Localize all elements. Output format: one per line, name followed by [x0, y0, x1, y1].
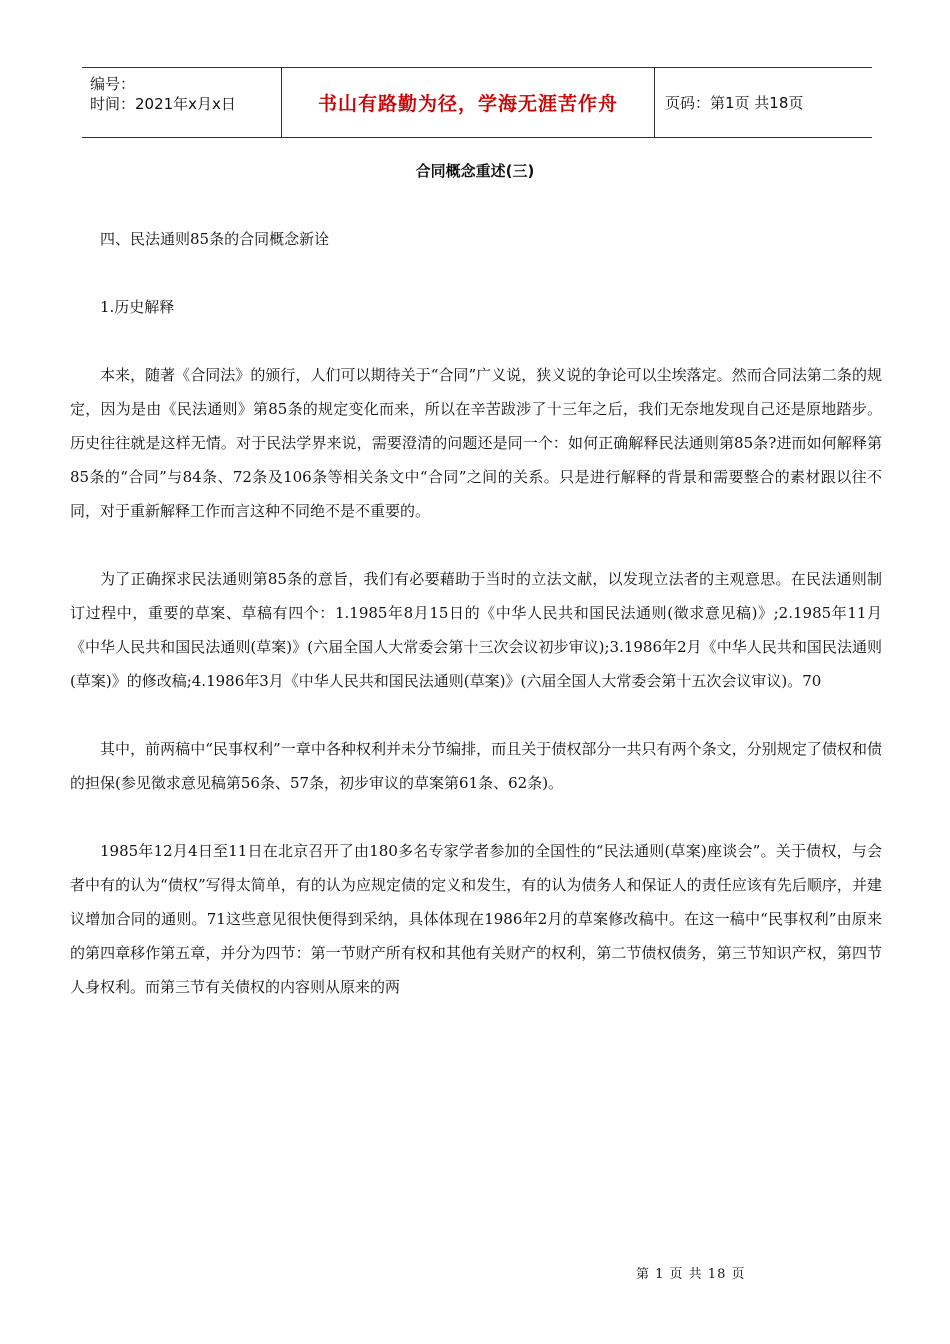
section-heading: 四、民法通则85条的合同概念新诠	[100, 230, 330, 248]
body-paragraph: 为了正确探求民法通则第85条的意旨，我们有必要藉助于当时的立法文献，以发现立法者的主观意思。在民法通则制订过程中，重要的草案、草稿有四个：1.1985年8月15日的《中华人民共和国民法通则(徵求意见稿)》;2.1985年11月《中华人民共和国民法通则(草案)》(六届全国人大常委会第十三次会议初步审议);3.1986年2月《中华人民共和国民法通则(草案)》的修改稿;4.1986年3月《中华人民共和国民法通则(草案)》(六届全国人大常委会第十五次会议审议)。70	[70, 570, 882, 690]
document-body	[70, 222, 882, 1038]
header-info-cell	[82, 68, 282, 137]
header-page-info: 页码：第1页 共18页	[665, 94, 804, 112]
document-title: 合同概念重述(三)	[415, 162, 535, 180]
body-paragraph: 其中，前两稿中“民事权利”一章中各种权利并未分节编排，而且关于债权部分一共只有两个条文，分别规定了债权和债的担保(参见徵求意见稿第56条、57条，初步审议的草案第61条、62条)。	[70, 740, 882, 792]
body-paragraph: 本来，随著《合同法》的颁行，人们可以期待关于“合同”广义说，狭义说的争论可以尘埃落定。然而合同法第二条的规定，因为是由《民法通则》第85条的规定变化而来，所以在辛苦跋涉了十三年之后，我们无奈地发现自己还是原地踏步。历史往往就是这样无情。对于民法学界来说，需要澄清的问题还是同一个：如何正确解释民法通则第85条?进而如何解释第85条的“合同”与84条、72条及106条等相关条文中“合同”之间的关系。只是进行解释的背景和需要整合的素材跟以往不同，对于重新解释工作而言这种不同绝不是不重要的。	[70, 366, 882, 520]
document-number-label: 编号：	[90, 75, 136, 93]
header-table	[82, 67, 872, 138]
header-motto-cell	[282, 68, 655, 137]
subsection-heading: 1.历史解释	[100, 298, 175, 316]
motto-text: 书山有路勤为径，学海无涯苦作舟	[317, 93, 618, 115]
header-page-cell	[655, 68, 872, 137]
body-paragraph: 1985年12月4日至11日在北京召开了由180多名专家学者参加的全国性的“民法通则(草案)座谈会”。关于债权，与会者中有的认为“债权”写得太简单，有的认为应规定债的定义和发生，有的认为债务人和保证人的责任应该有先后顺序，并建议增加合同的通则。71这些意见很快便得到采纳，具体体现在1986年2月的草案修改稿中。在这一稿中“民事权利”由原来的第四章移作第五章，并分为四节：第一节财产所有权和其他有关财产的权利，第二节债权债务，第三节知识产权，第四节人身权利。而第三节有关债权的内容则从原来的两	[70, 842, 882, 996]
document-date-label: 时间：2021年x月x日	[90, 95, 236, 113]
page-footer: 第 1 页 共 18 页	[636, 1267, 746, 1282]
